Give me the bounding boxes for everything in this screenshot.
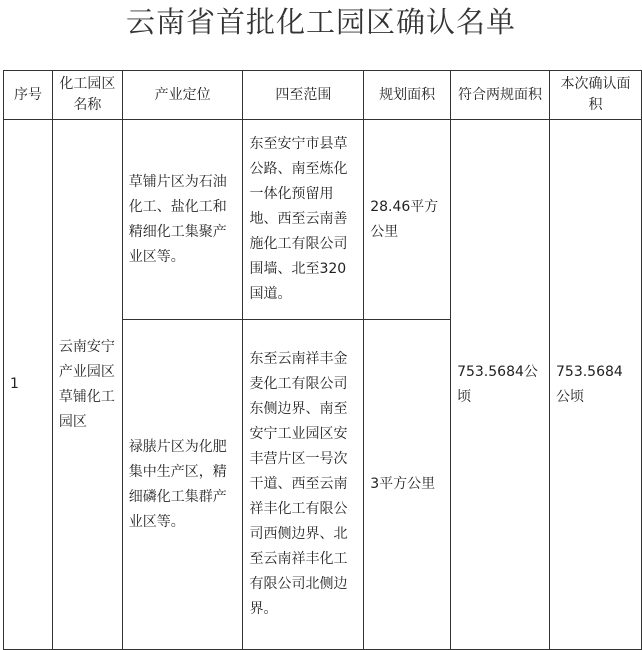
zone-positioning-cell: 禄脿片区为化肥集中生产区，精细磷化工集群产业区等。 xyxy=(122,320,243,650)
zone-boundaries-cell: 东至云南祥丰金麦化工有限公司东侧边界、南至安宁工业园区安丰营片区一号次干道、西至云南祥丰化工有限公司西侧边界、北至云南祥丰化工有限公司北侧边界。 xyxy=(243,320,364,650)
table-row xyxy=(4,120,642,320)
zone-planned-area-cell: 3平方公里 xyxy=(364,320,451,650)
zone-planned-area-cell: 28.46平方公里 xyxy=(364,120,451,320)
zone-positioning-cell: 草铺片区为石油化工、盐化工和精细化工集聚产业区等。 xyxy=(122,120,243,320)
park-name-cell: 云南安宁产业园区草铺化工园区 xyxy=(52,120,122,650)
table-header-row xyxy=(4,71,642,120)
header-index: 序号 xyxy=(4,71,53,120)
header-positioning: 产业定位 xyxy=(122,71,243,120)
header-boundaries: 四至范围 xyxy=(243,71,364,120)
zone-boundaries-cell: 东至安宁市县草公路、南至炼化一体化预留用地、西至云南善施化工有限公司围墙、北至320国道。 xyxy=(243,120,364,320)
header-conforming-area: 符合两规面积 xyxy=(451,71,550,120)
row-index: 1 xyxy=(4,120,53,650)
page-title: 云南省首批化工园区确认名单 xyxy=(125,5,516,39)
header-planned-area: 规划面积 xyxy=(364,71,451,120)
header-confirmed-area: 本次确认面积 xyxy=(550,71,642,120)
header-park-name: 化工园区名称 xyxy=(52,71,122,120)
conforming-area-cell: 753.5684公顷 xyxy=(451,120,550,650)
confirmed-area-cell: 753.5684公顷 xyxy=(550,120,642,650)
chemical-park-table xyxy=(3,70,642,650)
